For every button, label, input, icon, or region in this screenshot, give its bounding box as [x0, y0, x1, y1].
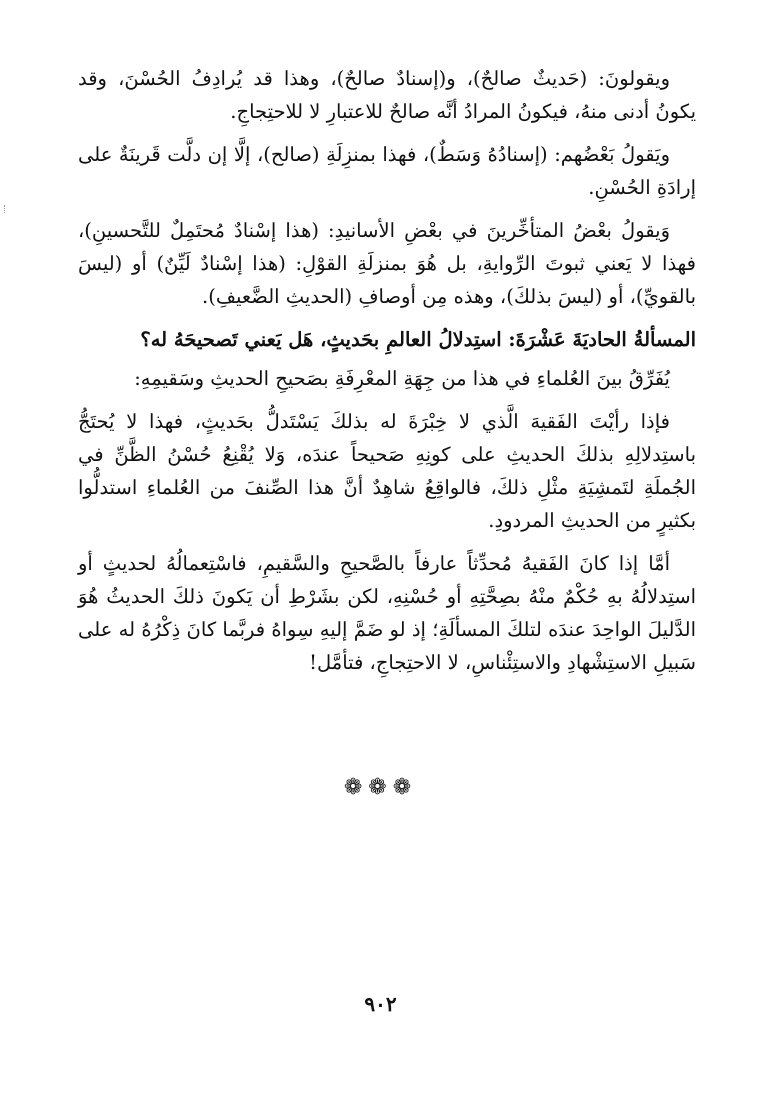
- paragraph-ulama-difference: يُفَرِّقُ بينَ العُلماءِ في هذا من جِهَةِ المعْرِفَةِ بصَحيحِ الحديثِ وسَقيمِهِ:: [134, 367, 670, 390]
- paragraph-wasat-isnad: ويَقولُ بَعْضُهم: (إسنادُهُ وَسَطٌ)، فهذا بمنزِلَةِ (صالح)، إلَّا إن دلَّت قَرينَةٌ على إرادَةِ الحُسْنِ.: [78, 143, 696, 199]
- section-divider-ornament: ❁❁❁: [343, 775, 418, 800]
- section-heading: المسألةُ الحاديَةَ عَشْرَةَ: استِدلالُ العالمِ بحَديثٍ، هَل يَعني تَصحيحَهُ له؟: [140, 328, 696, 351]
- paragraph-faqih-muhaddith: أمَّا إذا كانَ الفَقيهُ مُحدِّثاً عارفاً بالصَّحيحِ والسَّقيمِ، فاسْتِعمالُهُ لحديثٍ أو استِدلالُهُ بهِ حُكْمٌ منْهُ بصِحَّتِهِ أو حُسْنِهِ، لكن بشَرْطِ أن يَكونَ ذلكَ الحديثُ هُوَ الدَّليلَ الواحِدَ عندَه لتلكَ المسألَةِ؛ إذ لو ضَمَّ إليهِ سِواهُ فربَّما كانَ ذِكْرُهُ له على سَبيلِ الاستِشْهادِ والاستِئْناسِ، لا الاحتِجاجِ، فتأمَّل!: [78, 552, 696, 674]
- paragraph-muhtamil-tahsin: وَيقولُ بعْضُ المتأخِّرينَ في بعْضِ الأسانيدِ: (هذا إسْنادٌ مُحتَمِلٌ للتَّحسينِ)، فهذا لا يَعني ثبوتَ الرِّوايةِ، بل هُوَ بمنزلَةِ القوْلِ: (هذا إسْنادٌ لَيِّنٌ) أو (ليسَ بالقويِّ)، أو (ليسَ بذلكَ)، وهذه مِن أوصافِ (الحديثِ الضَّعيفِ).: [78, 219, 696, 308]
- paragraph-faqih-without-expertise: فإذا رأيْتَ الفَقيهَ الَّذي لا خِبْرَةَ له بذلكَ يَسْتَدلُّ بحَديثٍ، فهذا لا يُحتَجُّ باستِدلالِهِ بذلكَ الحديثِ على كونِهِ صَحيحاً عندَه، وَلا يُقْنِعُ حُسْنُ الظَّنِّ في الجُملَةِ لتَمشِيَةِ مثْلِ ذلكَ، فالواقِعُ شاهِدٌ أنَّ هذا الصِّنفَ من العُلماءِ استدلُّوا بكثيرٍ من الحديثِ المردودِ.: [78, 410, 696, 532]
- paragraph-salih-hadith: ويقولونَ: (حَديثٌ صالحٌ)، و(إسنادٌ صالحٌ)، وهذا قد يُرادِفُ الحُسْنَ، وقد يكونُ أدنى منهُ، فيكونُ المرادُ أنَّه صالحٌ للاعتبارِ لا للاحتِجاجِ.: [78, 67, 696, 123]
- margin-mark: [4, 205, 7, 213]
- page-body: [78, 62, 696, 689]
- page-number: ٩٠٢: [364, 992, 397, 1016]
